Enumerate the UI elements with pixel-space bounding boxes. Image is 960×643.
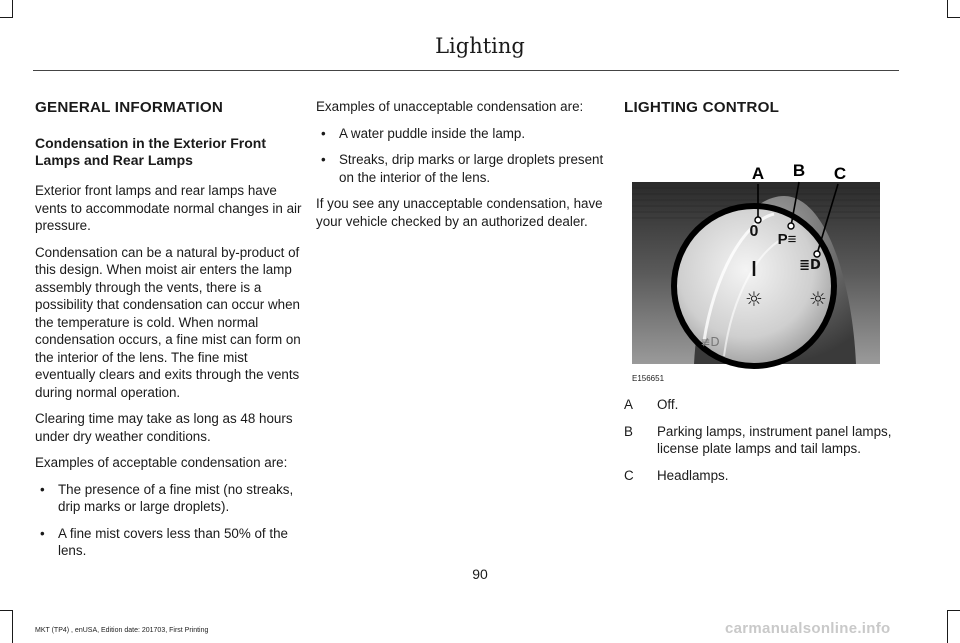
section-heading-lighting-control: LIGHTING CONTROL — [624, 99, 780, 116]
paragraph-intro: Examples of unacceptable condensation are: — [316, 99, 584, 114]
paragraph-closing: If you see any unacceptable condensation, have your vehicle checked by an authorized dealer. — [316, 196, 603, 229]
legend-text: Off. — [657, 397, 679, 412]
paragraph: Condensation can be a natural by-product of this design. When moist air enters the lamp assembly through the vents, there is a possibility that condensation can occur when the temperature is cold. When normal condensation occurs, a fine mist can form on the interior of the lens. The fine mist eventually clears and exits through the vents during normal operation. — [35, 244, 301, 400]
legend-row — [624, 467, 899, 485]
section-heading-general-information: GENERAL INFORMATION — [35, 99, 224, 116]
fog-lamp-symbol: ≢D — [700, 335, 720, 349]
acceptable-condensation-list — [35, 481, 305, 560]
callout-dot-a — [755, 217, 761, 223]
paragraph: Clearing time may take as long as 48 hours under dry weather conditions. — [35, 411, 293, 444]
crop-mark-top-left-h — [0, 17, 13, 18]
left-column — [35, 98, 305, 569]
callout-label-b: B — [792, 161, 806, 180]
paragraph: Exterior front lamps and rear lamps have vents to accommodate normal changes in air pressure. — [35, 183, 302, 233]
crop-mark-top-right-h — [947, 17, 960, 18]
auto-lamps-symbol: ☼ — [809, 287, 827, 311]
legend-row — [624, 423, 899, 458]
parking-lamps-symbol: P≡ — [777, 231, 797, 248]
off-symbol: 0 — [749, 223, 759, 240]
callout-dot-b — [788, 223, 794, 229]
legend-text: Parking lamps, instrument panel lamps, license plate lamps and tail lamps. — [657, 423, 892, 456]
crop-mark-bottom-left-h — [0, 610, 13, 611]
list-item: • A water puddle inside the lamp. — [316, 125, 604, 143]
lighting-control-illustration — [624, 126, 899, 386]
legend-text: Headlamps. — [657, 467, 729, 483]
figure-id: E156651 — [632, 374, 665, 383]
right-column — [624, 98, 899, 493]
list-item: • A fine mist covers less than 50% of the lens. — [35, 525, 305, 560]
page-header-title: Lighting — [435, 34, 525, 58]
edition-footer: MKT (TP4) , enUSA, Edition date: 201703, First Printing — [35, 627, 209, 634]
list-item: • The presence of a fine mist (no streaks, drip marks or large droplets). — [35, 481, 305, 516]
crop-mark-bottom-left-v — [12, 610, 13, 643]
legend-key: C — [624, 467, 634, 483]
lighting-control-diagram — [624, 126, 899, 386]
watermark: carmanualsonline.info — [725, 620, 891, 637]
callout-dot-c — [814, 251, 820, 257]
list-item: • Streaks, drip marks or large droplets present on the interior of the lens. — [316, 151, 604, 186]
crop-mark-top-right-v — [947, 0, 948, 18]
light-symbol: ☼ — [745, 287, 763, 311]
paragraph: Examples of acceptable condensation are: — [35, 455, 288, 470]
legend-row — [624, 396, 899, 414]
callout-legend — [624, 396, 899, 484]
callout-label-c: C — [833, 164, 847, 183]
headlamps-symbol: ≣D — [799, 258, 821, 273]
crop-mark-top-left-v — [12, 0, 13, 18]
callout-label-a: A — [751, 164, 765, 183]
page-number: 90 — [472, 566, 488, 582]
middle-column — [316, 98, 604, 239]
legend-key: B — [624, 423, 633, 439]
crop-mark-bottom-right-h — [947, 610, 960, 611]
subheading-condensation: Condensation in the Exterior Front Lamps and Rear Lamps — [35, 135, 267, 168]
unacceptable-condensation-list — [316, 125, 604, 187]
crop-mark-bottom-right-v — [947, 610, 948, 643]
legend-key: A — [624, 397, 633, 412]
header-divider — [33, 70, 899, 71]
